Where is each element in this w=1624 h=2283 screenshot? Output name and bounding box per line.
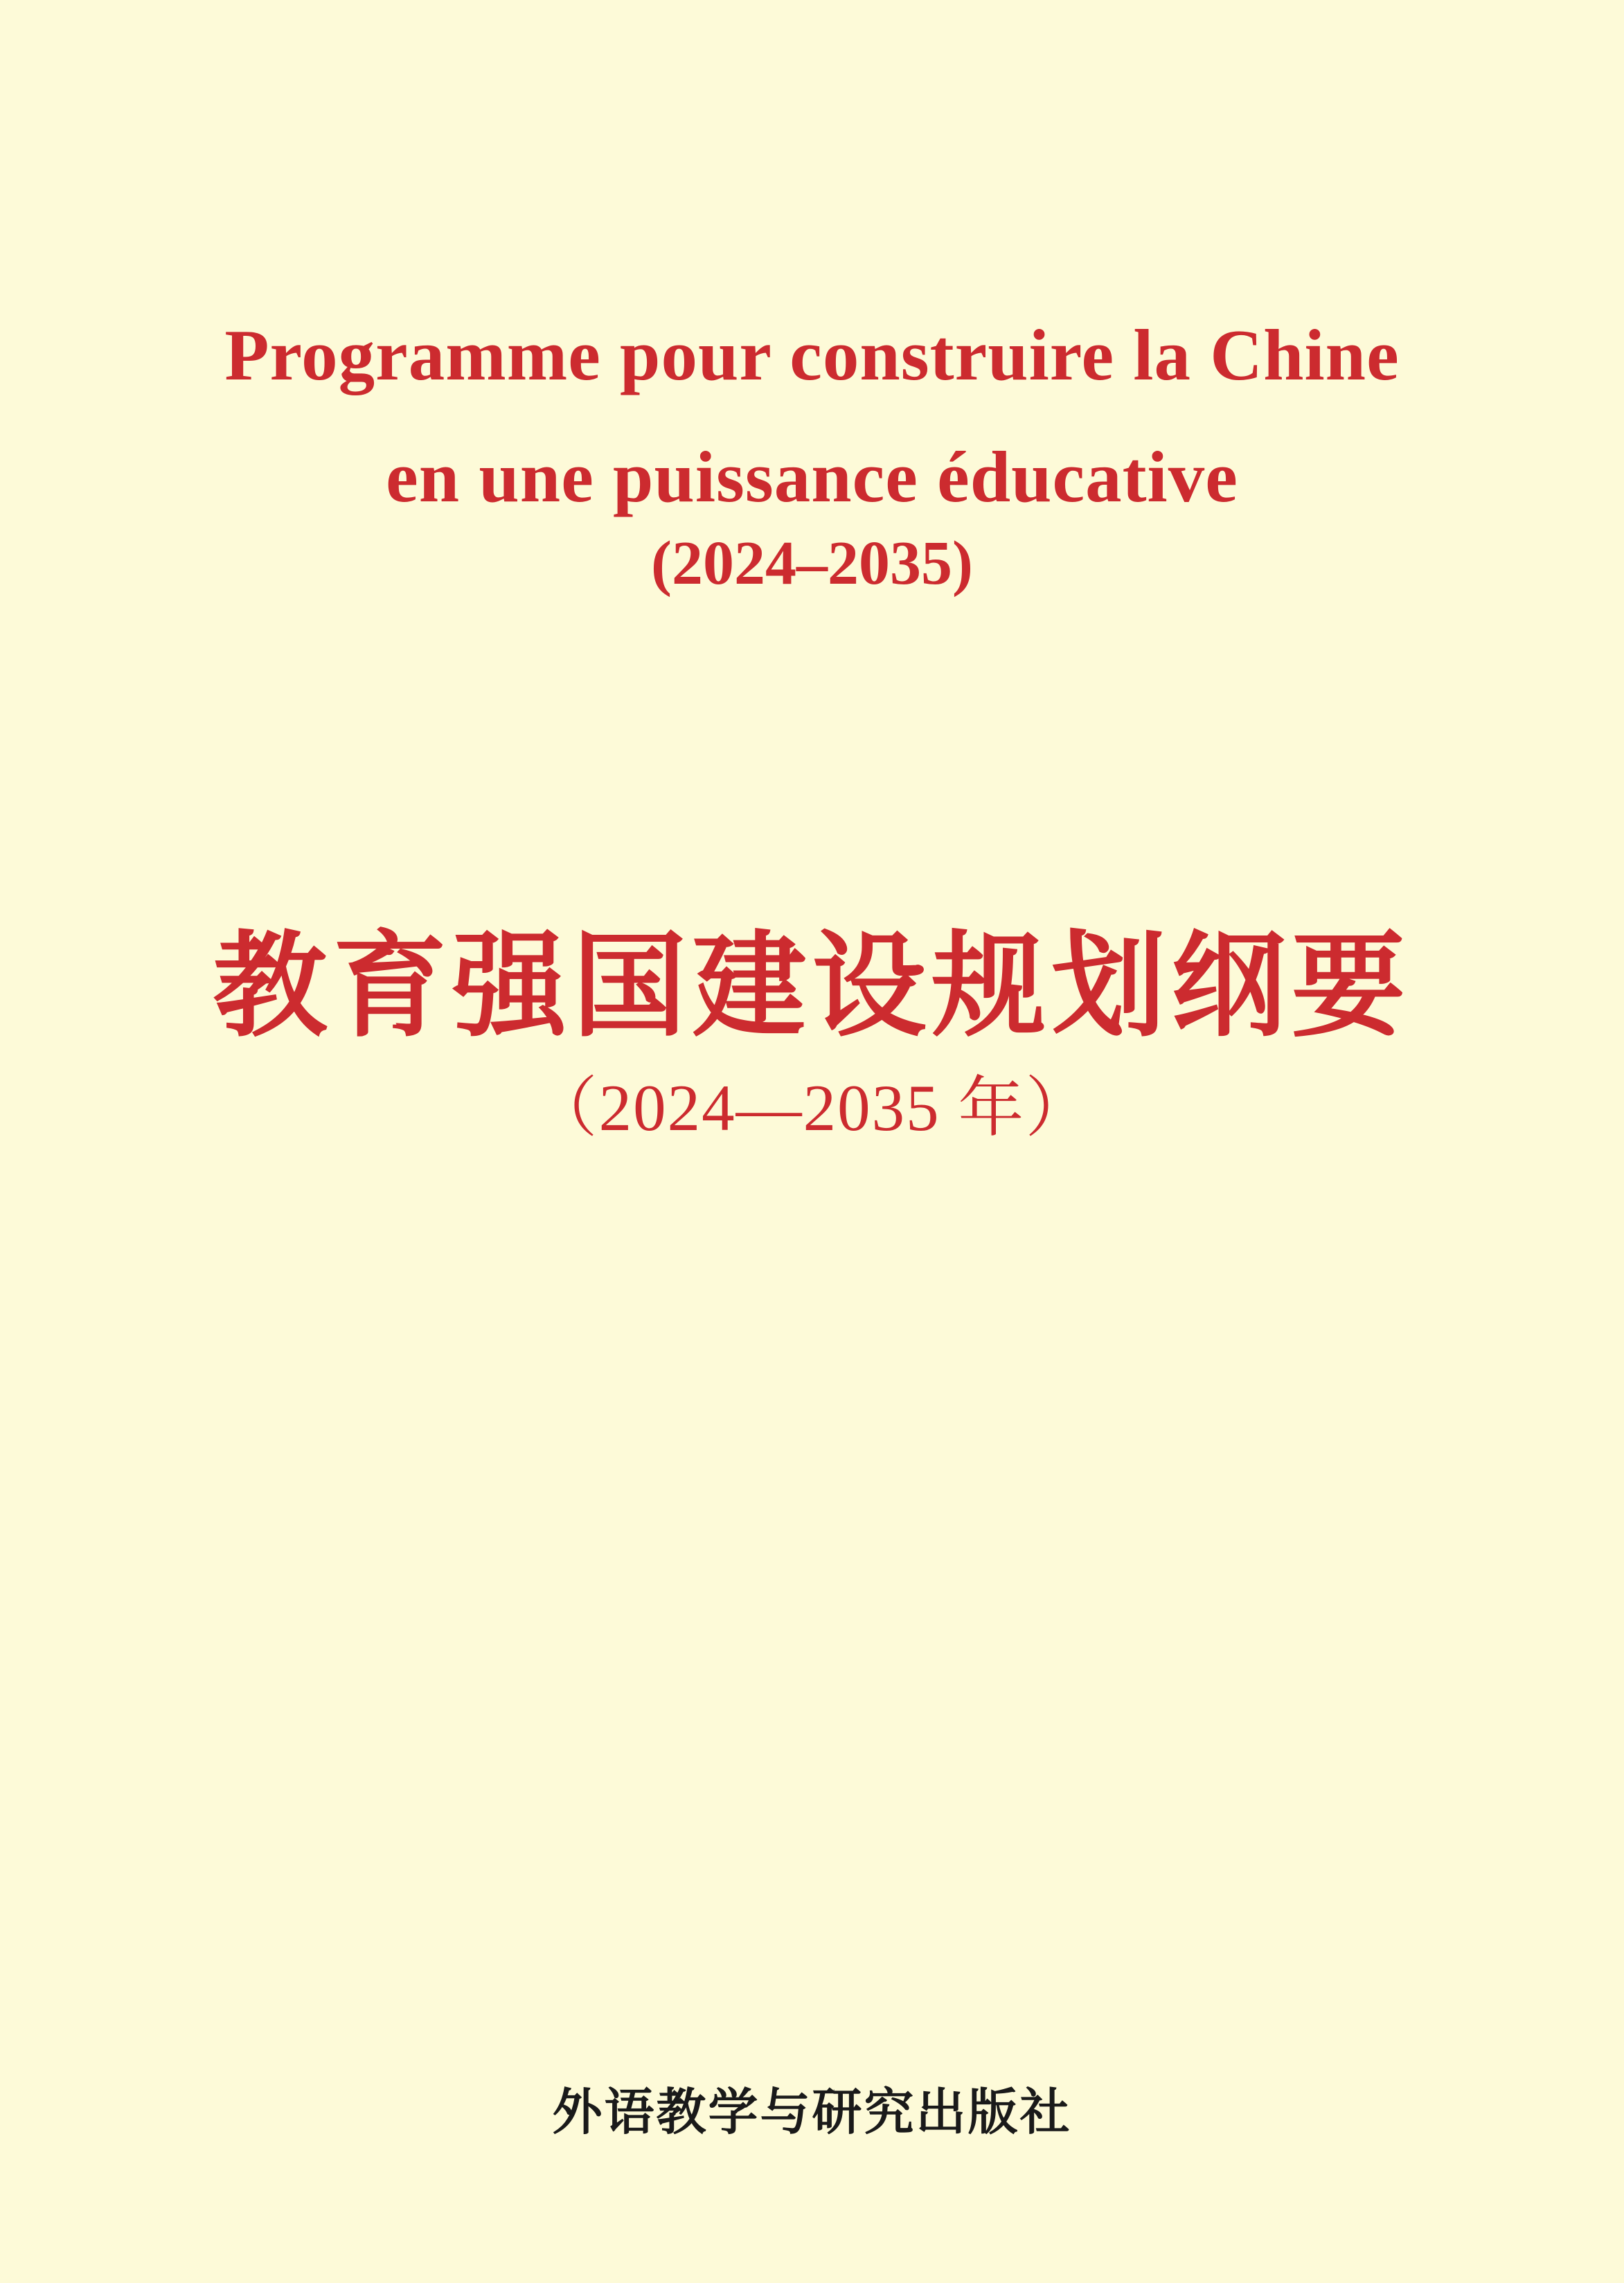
french-title-years: (2024–2035)	[651, 529, 973, 598]
french-title-line1: Programme pour construire la Chine	[224, 314, 1400, 395]
publisher-name: 外语教学与研究出版社	[552, 2085, 1072, 2140]
french-title-line2: en une puissance éducative	[386, 436, 1238, 517]
chinese-title-years: （2024—2035 年）	[531, 1071, 1093, 1145]
chinese-title: 教育强国建设规划纲要	[213, 924, 1411, 1050]
